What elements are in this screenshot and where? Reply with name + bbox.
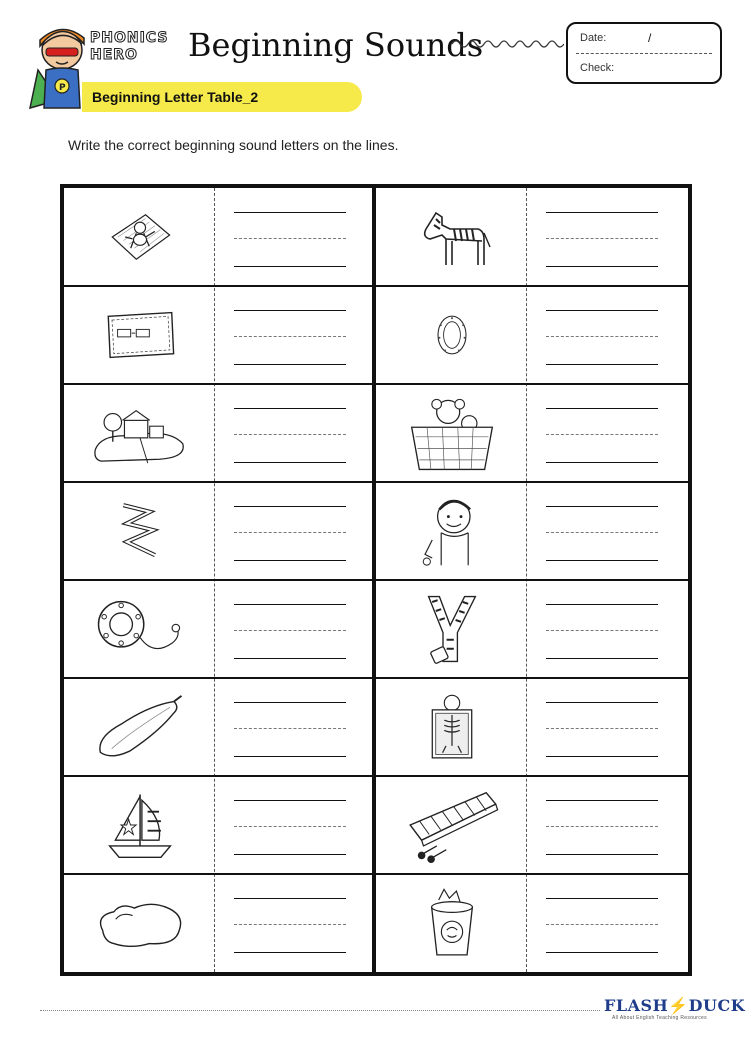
sailboat-icon [88, 788, 192, 862]
basket-bear-icon [400, 396, 504, 470]
writing-line[interactable] [546, 212, 658, 213]
writing-midline[interactable] [546, 728, 658, 729]
writing-midline[interactable] [546, 336, 658, 337]
writing-line[interactable] [546, 364, 658, 365]
writing-line[interactable] [546, 506, 658, 507]
zipper-icon [400, 592, 504, 666]
writing-line[interactable] [546, 560, 658, 561]
writing-line[interactable] [546, 408, 658, 409]
date-box-divider [576, 53, 712, 54]
zigzag-icon [88, 494, 192, 568]
writing-line[interactable] [234, 854, 346, 855]
writing-line[interactable] [234, 658, 346, 659]
date-slash: / [648, 31, 652, 45]
writing-midline[interactable] [234, 924, 346, 925]
writing-line[interactable] [546, 952, 658, 953]
writing-line[interactable] [546, 800, 658, 801]
baby-icon [88, 200, 192, 274]
writing-midline[interactable] [546, 924, 658, 925]
boy-with-yoyo-icon [400, 494, 504, 568]
writing-line[interactable] [234, 800, 346, 801]
writing-line[interactable] [234, 604, 346, 605]
writing-line[interactable] [546, 462, 658, 463]
svg-text:P: P [59, 83, 66, 93]
oval-icon [400, 298, 504, 372]
writing-midline[interactable] [234, 336, 346, 337]
table-row-border [64, 677, 688, 679]
page-title: Beginning Sounds [188, 26, 484, 64]
x-ray-icon [400, 690, 504, 764]
brand-tagline: All About English Teaching Resources [612, 1015, 707, 1021]
writing-line[interactable] [546, 898, 658, 899]
writing-midline[interactable] [546, 238, 658, 239]
puddle-icon [88, 886, 192, 960]
wavy-line-decoration [452, 38, 564, 50]
writing-line[interactable] [234, 506, 346, 507]
writing-line[interactable] [234, 408, 346, 409]
writing-midline[interactable] [234, 238, 346, 239]
writing-line[interactable] [234, 266, 346, 267]
writing-line[interactable] [546, 756, 658, 757]
phonics-hero-logo [90, 30, 186, 76]
check-label: Check: [580, 62, 615, 74]
name-tag-icon [88, 298, 192, 372]
footer-dotted-line [40, 1010, 600, 1011]
writing-midline[interactable] [546, 826, 658, 827]
writing-line[interactable] [546, 266, 658, 267]
flash-duck-brand [604, 996, 745, 1015]
xylophone-icon [400, 788, 504, 862]
writing-midline[interactable] [234, 434, 346, 435]
instruction-text: Write the correct beginning sound letters on the lines. [68, 137, 399, 153]
writing-line[interactable] [546, 702, 658, 703]
writing-line[interactable] [546, 604, 658, 605]
brand-flash: FLASH [604, 996, 669, 1015]
writing-line[interactable] [234, 462, 346, 463]
writing-line[interactable] [234, 756, 346, 757]
yogurt-icon [400, 886, 504, 960]
yoyo-icon [88, 592, 192, 666]
table-row-border [64, 383, 688, 385]
writing-line[interactable] [234, 310, 346, 311]
writing-midline[interactable] [546, 434, 658, 435]
zucchini-icon [88, 690, 192, 764]
writing-midline[interactable] [546, 630, 658, 631]
date-check-box [566, 22, 722, 84]
date-label: Date: [580, 32, 607, 44]
writing-line[interactable] [234, 702, 346, 703]
writing-midline[interactable] [234, 728, 346, 729]
table-row-border [64, 775, 688, 777]
logo-line-hero: HERO [90, 47, 138, 63]
worksheet-subtitle: Beginning Letter Table_2 [92, 89, 259, 105]
table-row-border [64, 873, 688, 875]
farm-icon [88, 396, 192, 470]
brand-duck: DUCK [688, 996, 746, 1015]
writing-line[interactable] [234, 212, 346, 213]
zebra-icon [400, 200, 504, 274]
writing-line[interactable] [234, 898, 346, 899]
writing-line[interactable] [546, 310, 658, 311]
writing-line[interactable] [234, 364, 346, 365]
writing-midline[interactable] [234, 826, 346, 827]
writing-line[interactable] [546, 658, 658, 659]
writing-midline[interactable] [234, 630, 346, 631]
writing-line[interactable] [234, 952, 346, 953]
table-row-border [64, 481, 688, 483]
writing-line[interactable] [234, 560, 346, 561]
writing-midline[interactable] [546, 532, 658, 533]
beginning-letter-table [60, 184, 692, 976]
lightning-icon: ⚡ [668, 996, 689, 1015]
writing-line[interactable] [546, 854, 658, 855]
writing-midline[interactable] [234, 532, 346, 533]
logo-line-phonics: PHONICS [90, 30, 169, 46]
table-row-border [64, 579, 688, 581]
table-row-border [64, 285, 688, 287]
